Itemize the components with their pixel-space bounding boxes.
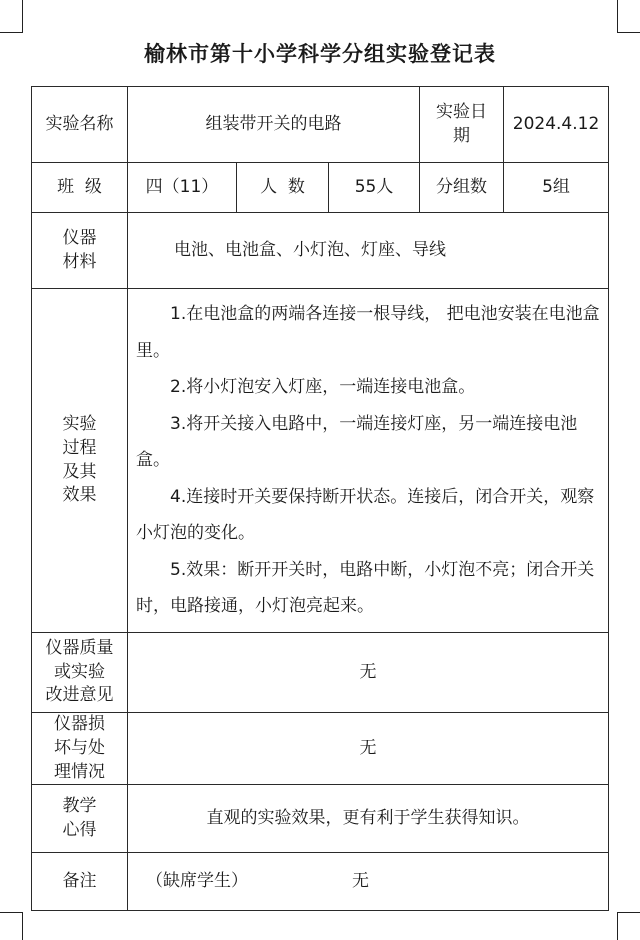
teaching-notes-value: 直观的实验效果，更有利于学生获得知识。 — [128, 785, 609, 853]
page-title: 榆林市第十小学科学分组实验登记表 — [144, 42, 496, 66]
row-teaching-notes — [32, 785, 609, 853]
row-experiment-name — [32, 87, 609, 163]
people-value: 55人 — [329, 163, 420, 213]
process-label-line4: 效果 — [62, 485, 97, 506]
improvement-value: 无 — [128, 633, 609, 713]
materials-label — [32, 213, 128, 289]
row-process — [32, 289, 609, 633]
materials-label-line1: 仪器 — [62, 227, 97, 248]
improvement-label-line1: 仪器质量 — [45, 637, 114, 658]
registration-form-table — [31, 86, 609, 911]
crop-mark-top-right-h — [618, 32, 640, 33]
crop-mark-bottom-right-h — [618, 912, 640, 913]
teaching-notes-label-line1: 教学 — [62, 796, 97, 817]
damage-label-line3: 理情况 — [54, 761, 105, 782]
row-improvement — [32, 633, 609, 713]
crop-mark-top-left-v — [22, 0, 23, 33]
improvement-label-line3: 改进意见 — [45, 685, 114, 706]
experiment-date-label — [420, 87, 504, 163]
damage-label-line1: 仪器损 — [54, 714, 105, 734]
teaching-notes-label-line2: 心得 — [62, 819, 97, 840]
remarks-content — [128, 853, 609, 911]
absent-students-label: （缺席学生） — [146, 870, 248, 891]
damage-label-line2: 坏与处 — [54, 737, 105, 758]
people-label: 人 数 — [237, 163, 329, 213]
process-step-5: 5.效果：断开开关时，电路中断，小灯泡不亮；闭合开关时，电路接通，小灯泡亮起来。 — [136, 559, 595, 617]
experiment-date-label-line1: 实验日 — [436, 101, 488, 122]
group-count-label: 分组数 — [420, 163, 504, 213]
crop-mark-top-right-v — [617, 0, 618, 33]
crop-mark-bottom-left-v — [22, 912, 23, 940]
process-label — [32, 289, 128, 633]
class-value: 四（11） — [128, 163, 237, 213]
experiment-name-value: 组装带开关的电路 — [128, 87, 420, 163]
process-label-line2: 过程 — [62, 437, 97, 458]
absent-students-value: 无 — [352, 870, 369, 891]
improvement-label-line2: 或实验 — [54, 661, 105, 682]
process-step-4: 4.连接时开关要保持断开状态。连接后，闭合开关，观察小灯泡的变化。 — [136, 486, 595, 544]
process-step-2: 2.将小灯泡安入灯座，一端连接电池盒。 — [170, 377, 476, 398]
improvement-label — [32, 633, 128, 713]
row-class-info — [32, 163, 609, 213]
experiment-date-label-line2: 期 — [453, 125, 471, 146]
row-damage — [32, 713, 609, 785]
class-label: 班 级 — [32, 163, 128, 213]
process-label-line1: 实验 — [62, 413, 97, 434]
damage-label — [32, 713, 128, 785]
experiment-date-value: 2024.4.12 — [504, 87, 609, 163]
process-step-1: 1.在电池盒的两端各连接一根导线， 把电池安装在电池盒里。 — [136, 304, 600, 361]
crop-mark-bottom-left-h — [0, 912, 22, 913]
materials-label-line2: 材料 — [62, 251, 97, 272]
crop-mark-bottom-right-v — [617, 912, 618, 940]
materials-value: 电池、电池盒、小灯泡、灯座、导线 — [128, 213, 609, 289]
row-remarks — [32, 853, 609, 911]
crop-mark-top-left-h — [0, 32, 22, 33]
remarks-label: 备注 — [32, 853, 128, 911]
group-count-value: 5组 — [504, 163, 609, 213]
process-steps — [128, 289, 609, 633]
experiment-name-label: 实验名称 — [32, 87, 128, 163]
damage-value: 无 — [128, 713, 609, 785]
row-materials — [32, 213, 609, 289]
teaching-notes-label — [32, 785, 128, 853]
process-step-3: 3.将开关接入电路中，一端连接灯座，另一端连接电池盒。 — [136, 413, 578, 471]
process-label-line3: 及其 — [62, 461, 97, 482]
